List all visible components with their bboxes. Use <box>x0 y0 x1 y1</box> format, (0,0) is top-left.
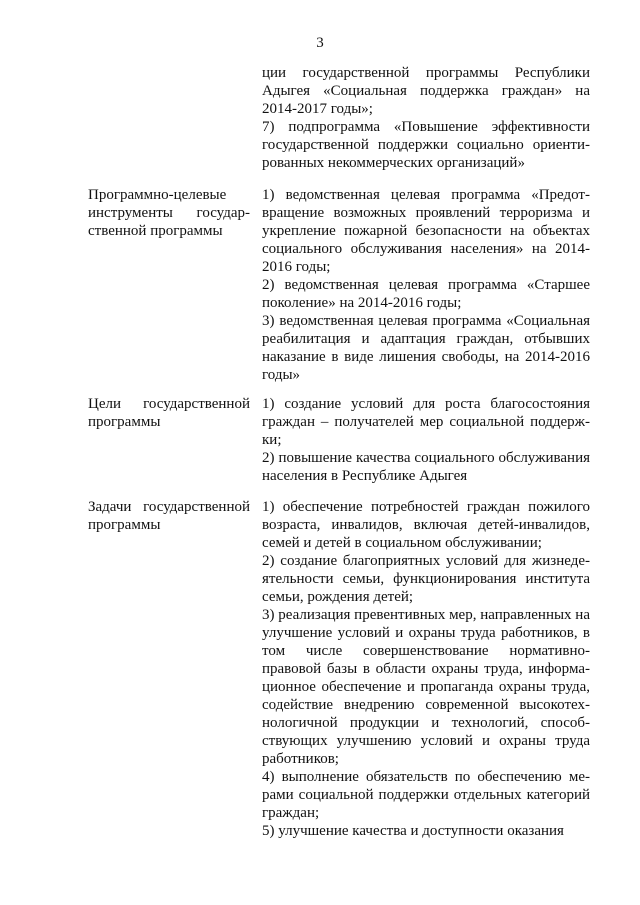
content-paragraph: 5) улучшение качества и доступности оказания <box>262 823 564 839</box>
continuation-content <box>262 64 590 172</box>
section-label: Программно-целевые инструменты государственной программы <box>88 187 250 239</box>
content-paragraph: 2) создание благоприятных условий для жизнедеятельности семьи, функционирования института семьи, рождения детей; <box>262 553 590 605</box>
content-paragraph: 3) ведомственная целевая программа «Социальная реабилитация и адаптация граждан, отбывших наказание в виде лишения свободы, на 2014-2016 годы» <box>262 313 590 383</box>
content-paragraph: ции государственной программы Республики Адыгея «Социальная поддержка граждан» на 2014-2017 годы»; <box>262 65 590 117</box>
page-number: 3 <box>316 35 324 51</box>
section-content <box>262 498 590 840</box>
content-paragraph: 4) выполнение обязательств по обеспечению мерами социальной поддержки отдельных категорий граждан; <box>262 769 590 821</box>
section-label: Цели государственной программы <box>88 396 250 430</box>
section-content <box>262 395 590 485</box>
content-paragraph: 3) реализация превентивных мер, направленных на улучшение условий и охраны труда работников, в том числе совершенствование нормативно-правовой базы в области охраны труда, информационное обеспечение и пропаганда охраны труда, содействие внедрению современной высокотехнологичной продукции и технологий, способствующих улучшению условий и охраны труда работников; <box>262 607 590 767</box>
content-paragraph: 2) ведомственная целевая программа «Старшее поколение» на 2014-2016 годы; <box>262 277 590 311</box>
content-paragraph: 1) создание условий для роста благосостояния граждан – получателей мер социальной поддержки; <box>262 396 590 448</box>
content-paragraph: 2) повышение качества социального обслуживания населения в Республике Адыгея <box>262 450 590 484</box>
section-label: Задачи государственной программы <box>88 499 250 533</box>
section-content <box>262 186 590 384</box>
content-paragraph: 7) подпрограмма «Повышение эффективности государственной поддержки социально ориентированных некоммерческих организаций» <box>262 119 590 171</box>
content-paragraph: 1) обеспечение потребностей граждан пожилого возраста, инвалидов, включая детей-инвалидов, семей и детей в социальном обслуживании; <box>262 499 590 551</box>
content-paragraph: 1) ведомственная целевая программа «Предотвращение возможных проявлений терроризма и укрепление пожарной безопасности на объектах социального обслуживания населения» на 2014-2016 годы; <box>262 187 590 275</box>
